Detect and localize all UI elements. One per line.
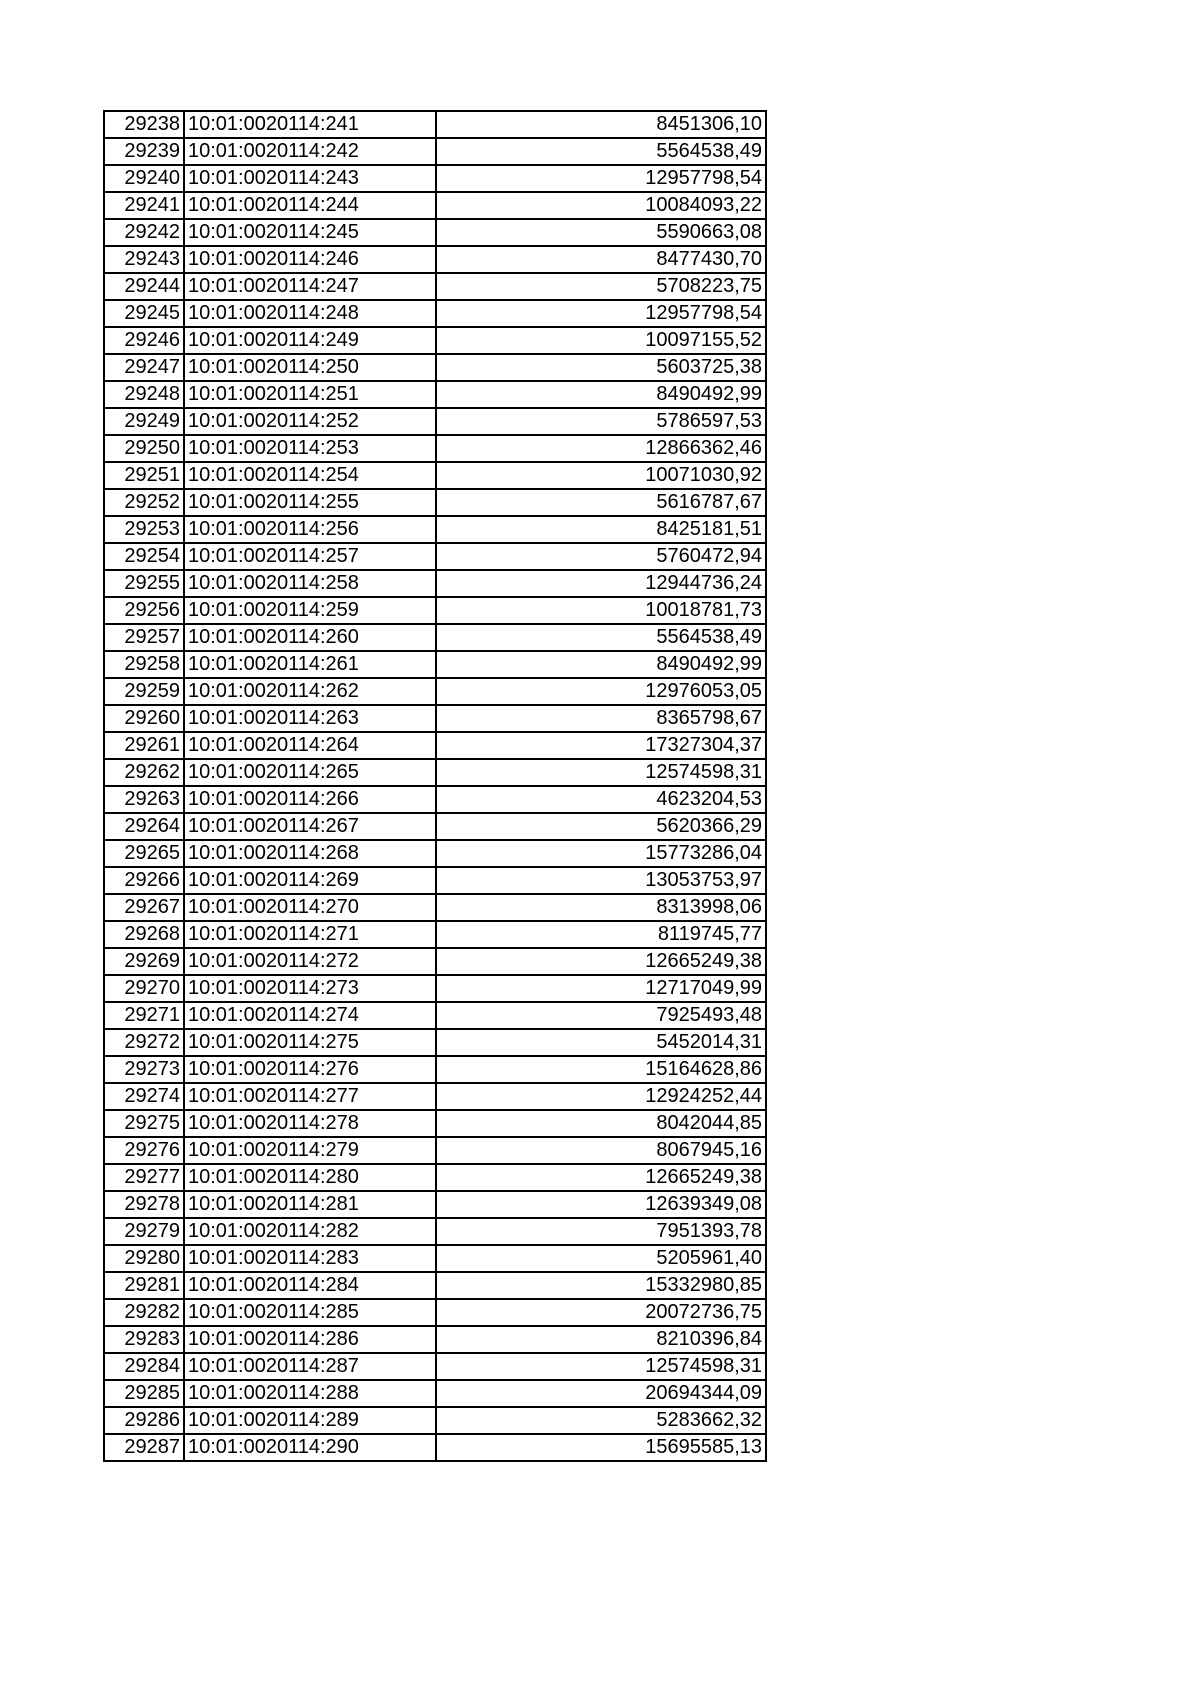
table-row — [104, 1434, 766, 1461]
cadastral-number-cell: 10:01:0020114:280 — [184, 1164, 436, 1191]
table-row — [104, 1380, 766, 1407]
row-number-cell: 29240 — [104, 165, 184, 192]
value-cell: 5786597,53 — [436, 408, 766, 435]
cadastral-number-cell: 10:01:0020114:279 — [184, 1137, 436, 1164]
cadastral-number-cell: 10:01:0020114:270 — [184, 894, 436, 921]
table-row — [104, 381, 766, 408]
table-row — [104, 435, 766, 462]
row-number-cell: 29257 — [104, 624, 184, 651]
row-number-cell: 29263 — [104, 786, 184, 813]
row-number-cell: 29273 — [104, 1056, 184, 1083]
row-number-cell: 29247 — [104, 354, 184, 381]
cadastral-number-cell: 10:01:0020114:249 — [184, 327, 436, 354]
value-cell: 15695585,13 — [436, 1434, 766, 1461]
row-number-cell: 29259 — [104, 678, 184, 705]
row-number-cell: 29241 — [104, 192, 184, 219]
row-number-cell: 29279 — [104, 1218, 184, 1245]
row-number-cell: 29286 — [104, 1407, 184, 1434]
table-row — [104, 1272, 766, 1299]
cadastral-number-cell: 10:01:0020114:255 — [184, 489, 436, 516]
value-cell: 12665249,38 — [436, 948, 766, 975]
value-cell: 12957798,54 — [436, 300, 766, 327]
row-number-cell: 29282 — [104, 1299, 184, 1326]
cadastral-number-cell: 10:01:0020114:267 — [184, 813, 436, 840]
value-cell: 5620366,29 — [436, 813, 766, 840]
table-row — [104, 489, 766, 516]
row-number-cell: 29277 — [104, 1164, 184, 1191]
table-row — [104, 867, 766, 894]
value-cell: 8451306,10 — [436, 111, 766, 138]
cadastral-number-cell: 10:01:0020114:284 — [184, 1272, 436, 1299]
data-table — [103, 110, 767, 1462]
table-row — [104, 651, 766, 678]
row-number-cell: 29281 — [104, 1272, 184, 1299]
value-cell: 8477430,70 — [436, 246, 766, 273]
row-number-cell: 29261 — [104, 732, 184, 759]
cadastral-number-cell: 10:01:0020114:242 — [184, 138, 436, 165]
value-cell: 10018781,73 — [436, 597, 766, 624]
cadastral-number-cell: 10:01:0020114:257 — [184, 543, 436, 570]
value-cell: 5708223,75 — [436, 273, 766, 300]
table-row — [104, 1299, 766, 1326]
row-number-cell: 29274 — [104, 1083, 184, 1110]
cadastral-number-cell: 10:01:0020114:252 — [184, 408, 436, 435]
cadastral-number-cell: 10:01:0020114:266 — [184, 786, 436, 813]
table-row — [104, 1056, 766, 1083]
value-cell: 8067945,16 — [436, 1137, 766, 1164]
table-row — [104, 111, 766, 138]
cadastral-number-cell: 10:01:0020114:269 — [184, 867, 436, 894]
cadastral-number-cell: 10:01:0020114:241 — [184, 111, 436, 138]
value-cell: 5603725,38 — [436, 354, 766, 381]
table-body — [104, 111, 766, 1461]
cadastral-number-cell: 10:01:0020114:283 — [184, 1245, 436, 1272]
row-number-cell: 29246 — [104, 327, 184, 354]
row-number-cell: 29252 — [104, 489, 184, 516]
row-number-cell: 29269 — [104, 948, 184, 975]
cadastral-number-cell: 10:01:0020114:258 — [184, 570, 436, 597]
table-row — [104, 327, 766, 354]
cadastral-number-cell: 10:01:0020114:285 — [184, 1299, 436, 1326]
table-row — [104, 813, 766, 840]
value-cell: 12957798,54 — [436, 165, 766, 192]
cadastral-number-cell: 10:01:0020114:290 — [184, 1434, 436, 1461]
table-row — [104, 921, 766, 948]
row-number-cell: 29238 — [104, 111, 184, 138]
row-number-cell: 29268 — [104, 921, 184, 948]
cadastral-number-cell: 10:01:0020114:259 — [184, 597, 436, 624]
value-cell: 5760472,94 — [436, 543, 766, 570]
value-cell: 12574598,31 — [436, 1353, 766, 1380]
cadastral-number-cell: 10:01:0020114:262 — [184, 678, 436, 705]
table-row — [104, 246, 766, 273]
row-number-cell: 29260 — [104, 705, 184, 732]
table-row — [104, 948, 766, 975]
value-cell: 15164628,86 — [436, 1056, 766, 1083]
cadastral-number-cell: 10:01:0020114:273 — [184, 975, 436, 1002]
row-number-cell: 29245 — [104, 300, 184, 327]
value-cell: 20694344,09 — [436, 1380, 766, 1407]
row-number-cell: 29253 — [104, 516, 184, 543]
row-number-cell: 29271 — [104, 1002, 184, 1029]
row-number-cell: 29276 — [104, 1137, 184, 1164]
cadastral-number-cell: 10:01:0020114:272 — [184, 948, 436, 975]
value-cell: 15332980,85 — [436, 1272, 766, 1299]
cadastral-number-cell: 10:01:0020114:286 — [184, 1326, 436, 1353]
table-row — [104, 1191, 766, 1218]
table-row — [104, 1326, 766, 1353]
row-number-cell: 29283 — [104, 1326, 184, 1353]
cadastral-number-cell: 10:01:0020114:265 — [184, 759, 436, 786]
value-cell: 12976053,05 — [436, 678, 766, 705]
row-number-cell: 29250 — [104, 435, 184, 462]
row-number-cell: 29267 — [104, 894, 184, 921]
cadastral-number-cell: 10:01:0020114:248 — [184, 300, 436, 327]
cadastral-number-cell: 10:01:0020114:278 — [184, 1110, 436, 1137]
value-cell: 5452014,31 — [436, 1029, 766, 1056]
value-cell: 8313998,06 — [436, 894, 766, 921]
row-number-cell: 29255 — [104, 570, 184, 597]
cadastral-number-cell: 10:01:0020114:260 — [184, 624, 436, 651]
cadastral-number-cell: 10:01:0020114:287 — [184, 1353, 436, 1380]
value-cell: 5564538,49 — [436, 138, 766, 165]
value-cell: 7925493,48 — [436, 1002, 766, 1029]
row-number-cell: 29275 — [104, 1110, 184, 1137]
cadastral-number-cell: 10:01:0020114:268 — [184, 840, 436, 867]
value-cell: 8119745,77 — [436, 921, 766, 948]
row-number-cell: 29239 — [104, 138, 184, 165]
table-row — [104, 516, 766, 543]
table-row — [104, 1002, 766, 1029]
cadastral-number-cell: 10:01:0020114:282 — [184, 1218, 436, 1245]
value-cell: 10084093,22 — [436, 192, 766, 219]
table-row — [104, 1353, 766, 1380]
value-cell: 5590663,08 — [436, 219, 766, 246]
row-number-cell: 29262 — [104, 759, 184, 786]
cadastral-number-cell: 10:01:0020114:276 — [184, 1056, 436, 1083]
value-cell: 20072736,75 — [436, 1299, 766, 1326]
cadastral-number-cell: 10:01:0020114:275 — [184, 1029, 436, 1056]
row-number-cell: 29244 — [104, 273, 184, 300]
value-cell: 12574598,31 — [436, 759, 766, 786]
row-number-cell: 29272 — [104, 1029, 184, 1056]
row-number-cell: 29256 — [104, 597, 184, 624]
cadastral-number-cell: 10:01:0020114:246 — [184, 246, 436, 273]
value-cell: 8042044,85 — [436, 1110, 766, 1137]
cadastral-number-cell: 10:01:0020114:243 — [184, 165, 436, 192]
row-number-cell: 29278 — [104, 1191, 184, 1218]
table-row — [104, 462, 766, 489]
table-row — [104, 543, 766, 570]
value-cell: 12924252,44 — [436, 1083, 766, 1110]
table-row — [104, 705, 766, 732]
table-row — [104, 165, 766, 192]
cadastral-number-cell: 10:01:0020114:271 — [184, 921, 436, 948]
table-row — [104, 1083, 766, 1110]
table-row — [104, 678, 766, 705]
cadastral-number-cell: 10:01:0020114:277 — [184, 1083, 436, 1110]
row-number-cell: 29287 — [104, 1434, 184, 1461]
value-cell: 4623204,53 — [436, 786, 766, 813]
table-row — [104, 732, 766, 759]
table-row — [104, 219, 766, 246]
row-number-cell: 29249 — [104, 408, 184, 435]
value-cell: 8425181,51 — [436, 516, 766, 543]
table-row — [104, 1137, 766, 1164]
value-cell: 13053753,97 — [436, 867, 766, 894]
value-cell: 10097155,52 — [436, 327, 766, 354]
table-row — [104, 408, 766, 435]
value-cell: 8490492,99 — [436, 381, 766, 408]
cadastral-number-cell: 10:01:0020114:251 — [184, 381, 436, 408]
cadastral-number-cell: 10:01:0020114:254 — [184, 462, 436, 489]
row-number-cell: 29251 — [104, 462, 184, 489]
cadastral-number-cell: 10:01:0020114:256 — [184, 516, 436, 543]
cadastral-number-cell: 10:01:0020114:261 — [184, 651, 436, 678]
row-number-cell: 29258 — [104, 651, 184, 678]
value-cell: 17327304,37 — [436, 732, 766, 759]
value-cell: 12639349,08 — [436, 1191, 766, 1218]
cadastral-number-cell: 10:01:0020114:245 — [184, 219, 436, 246]
cadastral-number-cell: 10:01:0020114:250 — [184, 354, 436, 381]
row-number-cell: 29243 — [104, 246, 184, 273]
value-cell: 7951393,78 — [436, 1218, 766, 1245]
value-cell: 5564538,49 — [436, 624, 766, 651]
row-number-cell: 29284 — [104, 1353, 184, 1380]
value-cell: 5283662,32 — [436, 1407, 766, 1434]
row-number-cell: 29265 — [104, 840, 184, 867]
table-row — [104, 1407, 766, 1434]
cadastral-number-cell: 10:01:0020114:288 — [184, 1380, 436, 1407]
cadastral-number-cell: 10:01:0020114:253 — [184, 435, 436, 462]
spreadsheet-page — [103, 110, 765, 1462]
table-row — [104, 138, 766, 165]
table-row — [104, 597, 766, 624]
cadastral-number-cell: 10:01:0020114:289 — [184, 1407, 436, 1434]
row-number-cell: 29285 — [104, 1380, 184, 1407]
value-cell: 12944736,24 — [436, 570, 766, 597]
table-row — [104, 1245, 766, 1272]
row-number-cell: 29270 — [104, 975, 184, 1002]
row-number-cell: 29242 — [104, 219, 184, 246]
table-row — [104, 786, 766, 813]
row-number-cell: 29248 — [104, 381, 184, 408]
table-row — [104, 570, 766, 597]
table-row — [104, 1218, 766, 1245]
value-cell: 10071030,92 — [436, 462, 766, 489]
cadastral-number-cell: 10:01:0020114:247 — [184, 273, 436, 300]
value-cell: 15773286,04 — [436, 840, 766, 867]
value-cell: 12717049,99 — [436, 975, 766, 1002]
table-row — [104, 192, 766, 219]
value-cell: 5205961,40 — [436, 1245, 766, 1272]
value-cell: 5616787,67 — [436, 489, 766, 516]
table-row — [104, 894, 766, 921]
row-number-cell: 29254 — [104, 543, 184, 570]
cadastral-number-cell: 10:01:0020114:263 — [184, 705, 436, 732]
cadastral-number-cell: 10:01:0020114:264 — [184, 732, 436, 759]
table-row — [104, 1110, 766, 1137]
table-row — [104, 300, 766, 327]
table-row — [104, 1029, 766, 1056]
cadastral-number-cell: 10:01:0020114:274 — [184, 1002, 436, 1029]
table-row — [104, 354, 766, 381]
cadastral-number-cell: 10:01:0020114:244 — [184, 192, 436, 219]
cadastral-number-cell: 10:01:0020114:281 — [184, 1191, 436, 1218]
row-number-cell: 29264 — [104, 813, 184, 840]
table-row — [104, 624, 766, 651]
table-row — [104, 273, 766, 300]
value-cell: 8365798,67 — [436, 705, 766, 732]
row-number-cell: 29280 — [104, 1245, 184, 1272]
table-row — [104, 759, 766, 786]
row-number-cell: 29266 — [104, 867, 184, 894]
value-cell: 12866362,46 — [436, 435, 766, 462]
value-cell: 8210396,84 — [436, 1326, 766, 1353]
value-cell: 12665249,38 — [436, 1164, 766, 1191]
table-row — [104, 840, 766, 867]
table-row — [104, 975, 766, 1002]
value-cell: 8490492,99 — [436, 651, 766, 678]
table-row — [104, 1164, 766, 1191]
